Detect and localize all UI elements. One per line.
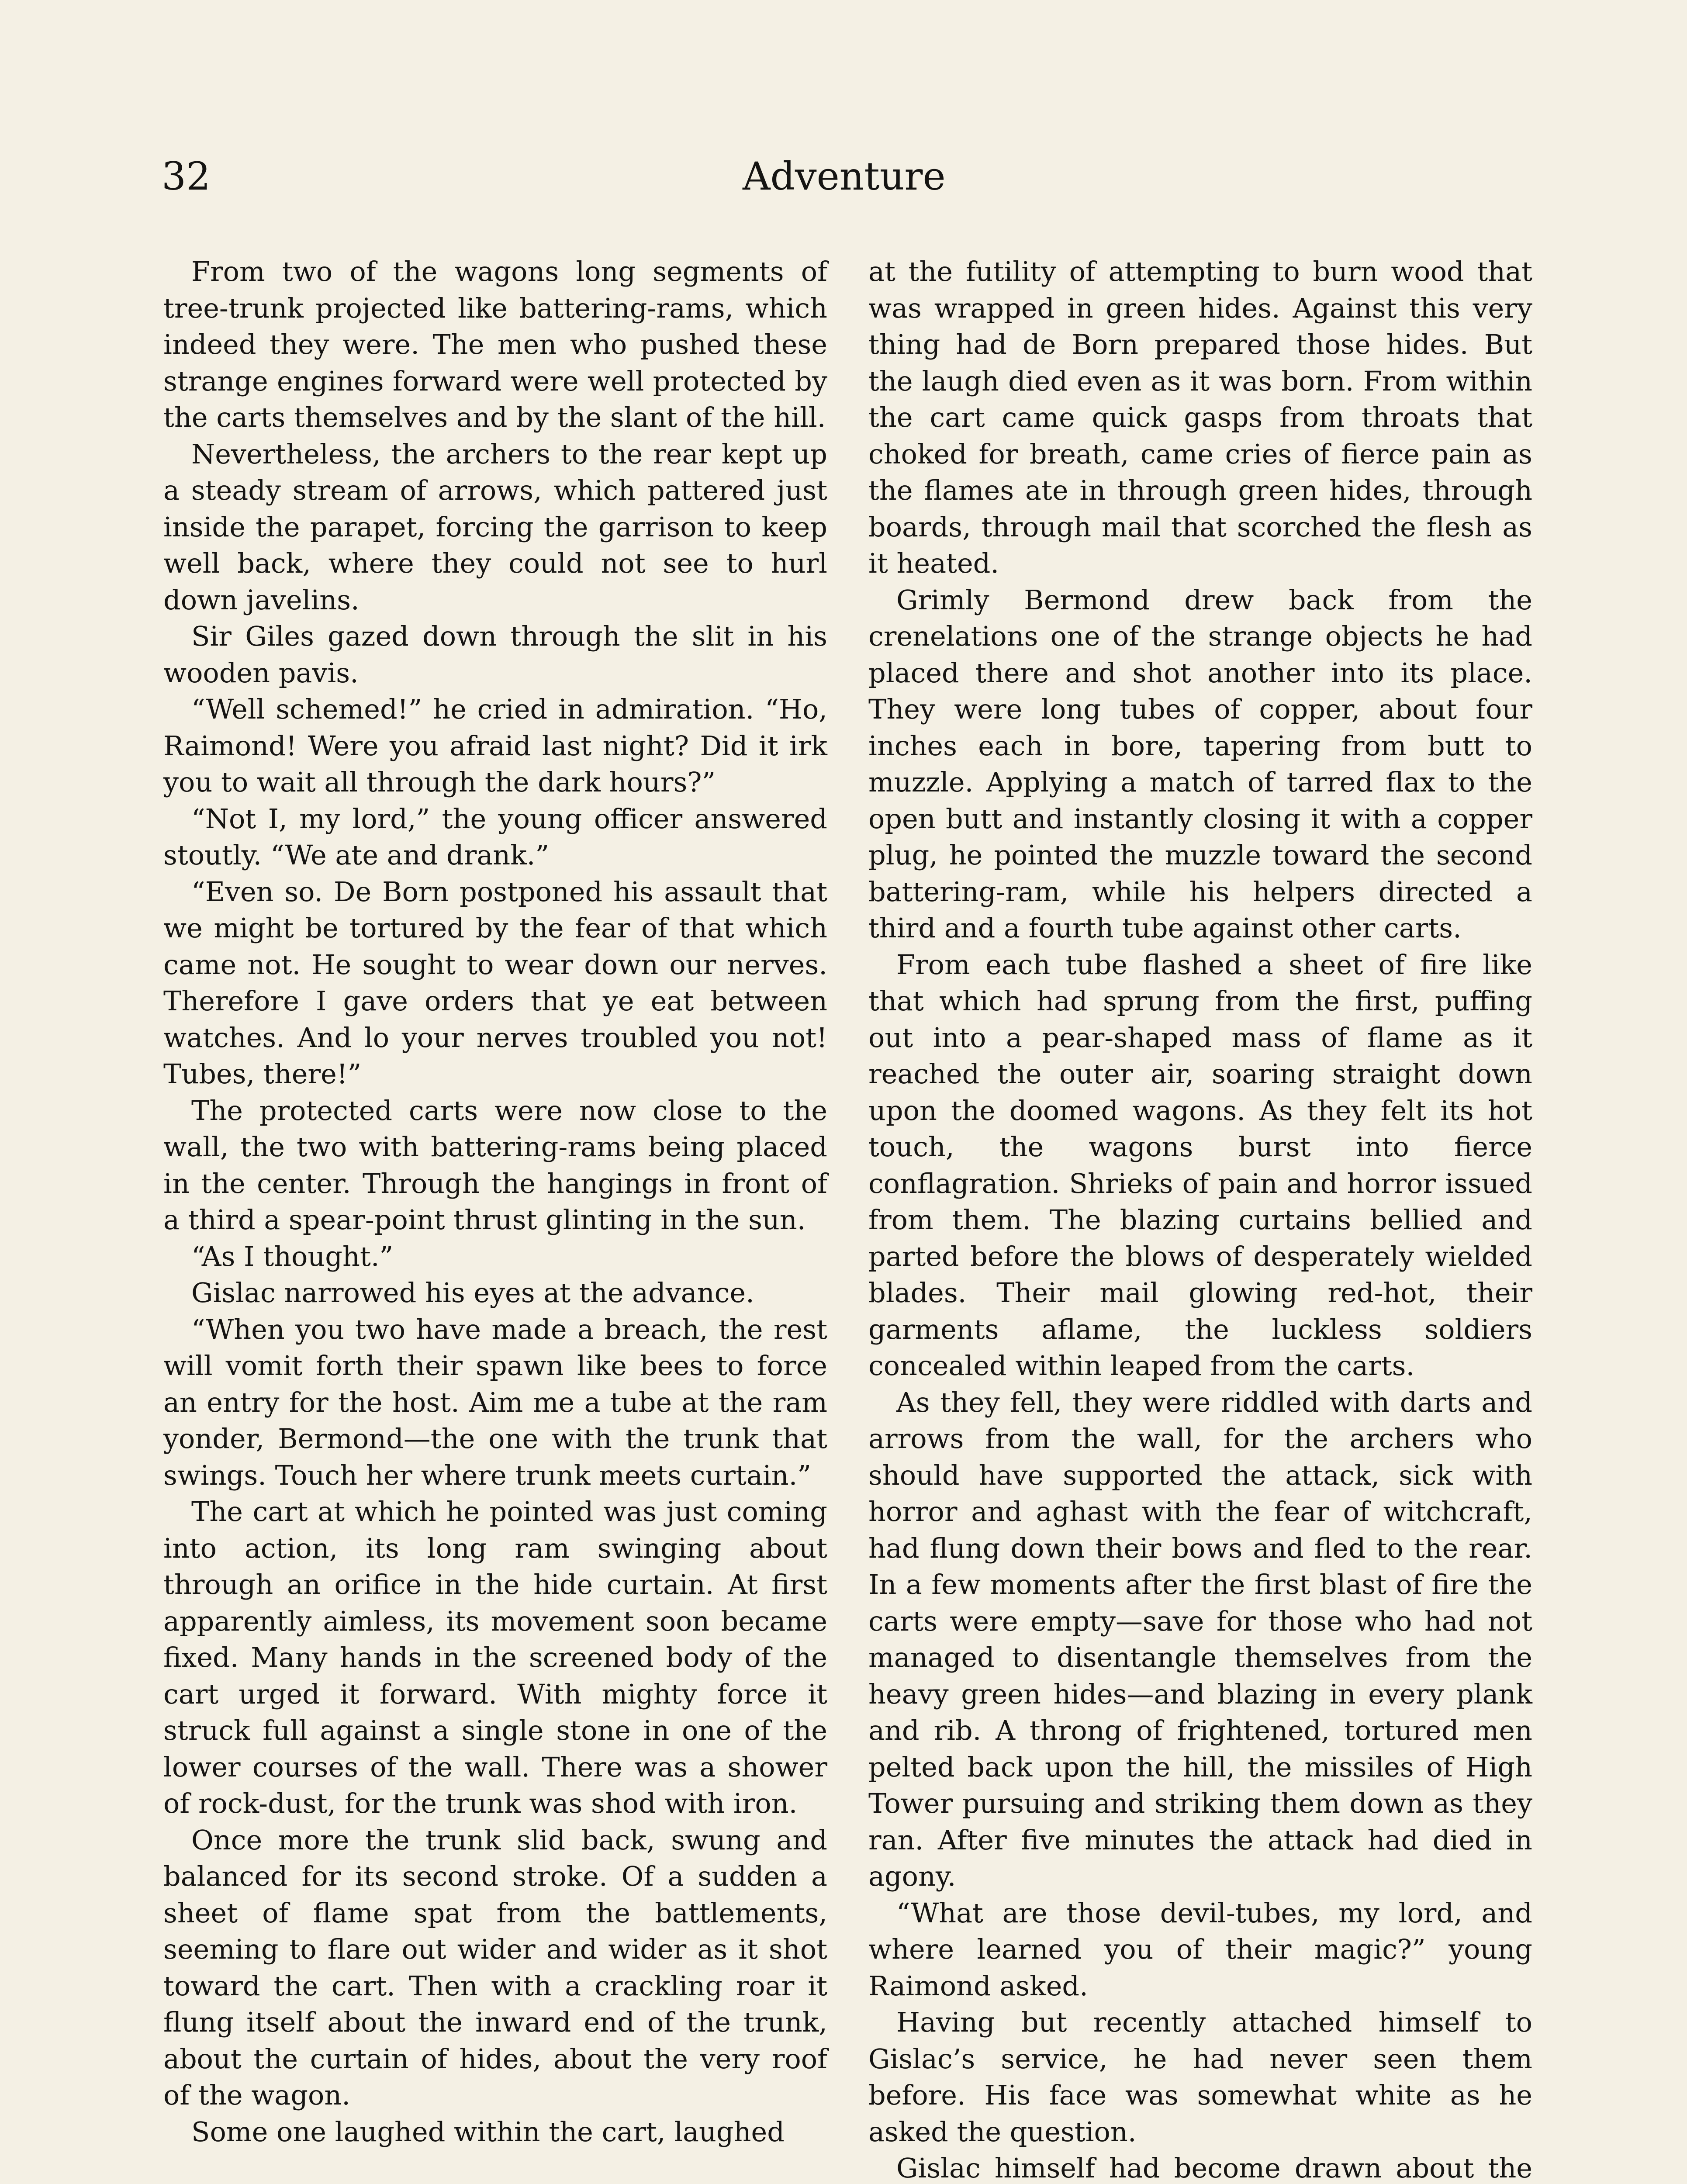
paragraph: “Not I, my lord,” the young officer answered stoutly. “We ate and drank.”: [163, 802, 827, 871]
left-column: [163, 253, 827, 2150]
paragraph: Gislac himself had become drawn about the: [896, 2152, 1532, 2184]
page-number: 32: [162, 154, 211, 199]
right-column: [868, 253, 1532, 2184]
paragraph: As they fell, they were riddled with darts and arrows from the wall, for the archers who should have supported the attack, sick with horror and aghast with the fear of witchcraft, had flung down their bows and fled to the rear. In a few moments after the first blast of fire the carts were empty—save for those who had not managed to disentangle themselves from the heavy green hides—and blazing in every plank and rib. A throng of frightened, tortured men pelted back upon the hill, the missiles of High Tower pursuing and striking them down as they ran. After five minutes the attack had died in agony.: [868, 1386, 1532, 1892]
paragraph: Sir Giles gazed down through the slit in his wooden pavis.: [163, 620, 827, 689]
paragraph: Having but recently attached himself to Gislac’s service, he had never seen them before. His face was somewhat white as he asked the question.: [868, 2006, 1532, 2148]
paragraph: “Well schemed!” he cried in admiration. “Ho, Raimond! Were you afraid last night? Did it irk you to wait all through the dark hours?”: [163, 693, 827, 798]
paragraph: “What are those devil-tubes, my lord, and where learned you of their magic?” young Raimond asked.: [868, 1897, 1532, 2002]
paragraph: Grimly Bermond drew back from the crenelations one of the strange objects he had placed there and shot another into its place. They were long tubes of copper, about four inches each in bore, tapering from butt to muzzle. Applying a match of tarred flax to the open butt and instantly closing it with a copper plug, he pointed the muzzle toward the second battering-ram, while his helpers directed a third and a fourth tube against other carts.: [868, 584, 1532, 944]
paragraph: “Even so. De Born postponed his assault that we might be tortured by the fear of that which came not. He sought to wear down our nerves. Therefore I gave orders that ye eat between watches. And lo your nerves troubled you not! Tubes, there!”: [163, 875, 827, 1090]
paragraph: Once more the trunk slid back, swung and balanced for its second stroke. Of a sudden a sheet of flame spat from the battlements, seeming to flare out wider and wider as it shot toward the cart. Then with a crackling roar it flung itself about the inward end of the trunk, about the curtain of hides, about the very roof of the wagon.: [163, 1824, 827, 2111]
paragraph: From each tube flashed a sheet of fire like that which had sprung from the first, puffing out into a pear-shaped mass of flame as it reached the outer air, soaring straight down upon the doomed wagons. As they felt its hot touch, the wagons burst into fierce conflagration. Shrieks of pain and horror issued from them. The blazing curtains bellied and parted before the blows of desperately wielded blades. Their mail glowing red-hot, their garments aflame, the luckless soldiers concealed within leaped from the carts.: [868, 948, 1532, 1382]
paragraph: “As I thought.”: [191, 1240, 394, 1272]
paragraph: Gislac narrowed his eyes at the advance.: [191, 1277, 754, 1309]
paragraph: “When you two have made a breach, the rest will vomit forth their spawn like bees to force an entry for the host. Aim me a tube at the ram yonder, Bermond—the one with the trunk that swings. Touch her where trunk meets curtain.”: [163, 1313, 827, 1491]
running-head: Adventure: [743, 154, 946, 199]
paragraph: From two of the wagons long segments of tree-trunk projected like battering-rams, which indeed they were. The men who pushed these strange engines forward were well protected by the carts themselves and by the slant of the hill.: [163, 256, 827, 433]
paragraph: The protected carts were now close to the wall, the two with battering-rams being placed in the center. Through the hangings in front of a third a spear-point thrust glinting in the sun.: [163, 1094, 827, 1236]
paragraph: Nevertheless, the archers to the rear kept up a steady stream of arrows, which pattered just inside the parapet, forcing the garrison to keep well back, where they could not see to hurl down javelins.: [163, 438, 827, 616]
paragraph: Some one laughed within the cart, laughed: [191, 2115, 785, 2148]
paragraph: at the futility of attempting to burn wood that was wrapped in green hides. Against this very thing had de Born prepared those hides. But the laugh died even as it was born. From within the cart came quick gasps from throats that choked for breath, came cries of fierce pain as the flames ate in through green hides, through boards, through mail that scorched the flesh as it heated.: [868, 256, 1532, 579]
paragraph: The cart at which he pointed was just coming into action, its long ram swinging about through an orifice in the hide curtain. At first apparently aimless, its movement soon became fixed. Many hands in the screened body of the cart urged it forward. With mighty force it struck full against a single stone in one of the lower courses of the wall. There was a shower of rock-dust, for the trunk was shod with iron.: [163, 1496, 827, 1819]
